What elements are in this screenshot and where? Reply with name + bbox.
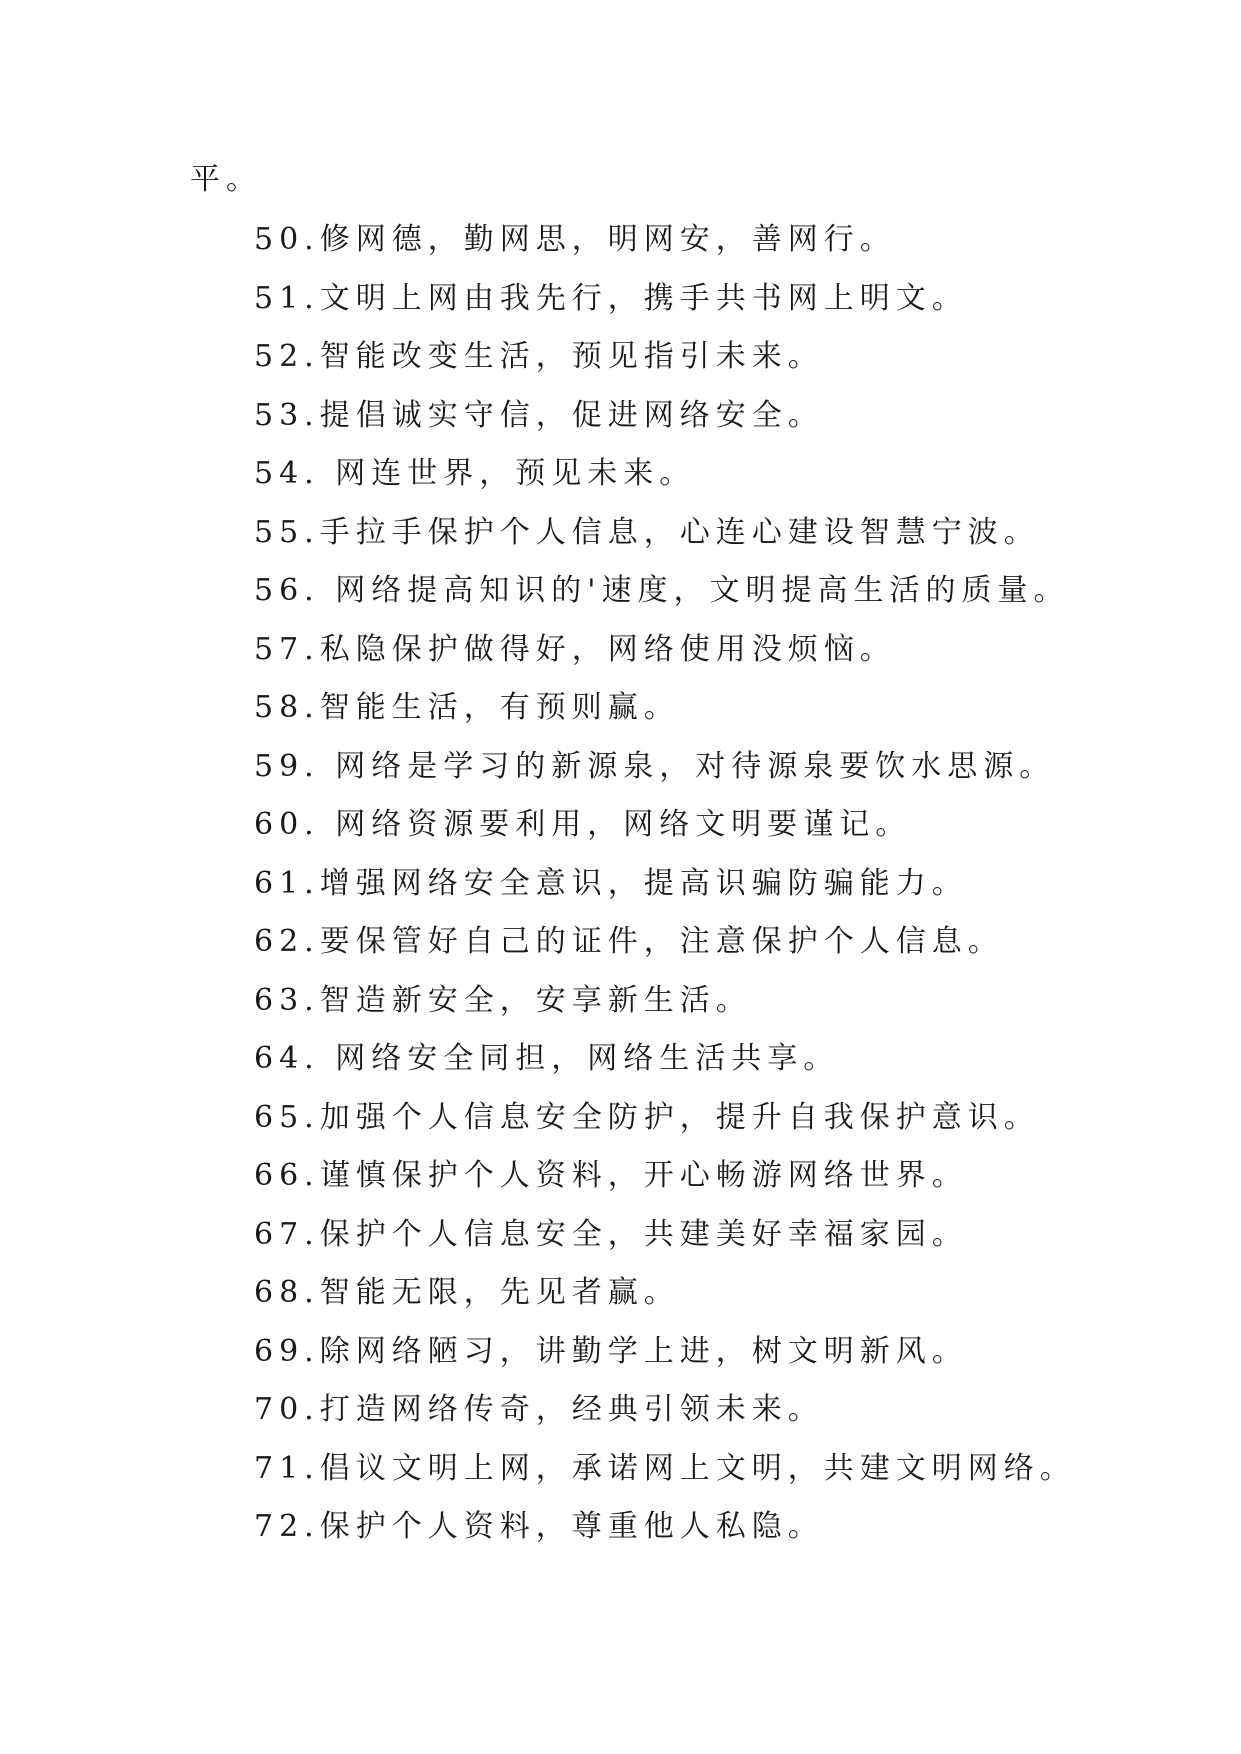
list-item-text: 63.智造新安全，安享新生活。	[254, 982, 752, 1018]
list-item-text: 66.谨慎保护个人资料，开心畅游网络世界。	[254, 1158, 968, 1193]
list-item-text: 55.手拉手保护个人信息，心连心建设智慧宁波。	[254, 514, 1040, 550]
list-item	[254, 1332, 1076, 1391]
list-item	[254, 571, 1076, 630]
list-item	[254, 1215, 1076, 1274]
list-item	[254, 1449, 1076, 1508]
list-item-text: 61.增强网络安全意识，提高识骗防骗能力。	[254, 865, 968, 901]
list-item-text: 53.提倡诚实守信，促进网络安全。	[254, 397, 824, 433]
list-item	[254, 922, 1076, 981]
list-item-text: 58.智能生活，有预则赢。	[254, 690, 680, 725]
list-item	[254, 337, 1076, 396]
list-item	[254, 630, 1076, 689]
list-item	[254, 688, 1076, 747]
list-item-text: 52.智能改变生活，预见指引未来。	[254, 339, 824, 374]
list-item	[254, 513, 1076, 572]
list-item-text: 60. 网络资源要利用，网络文明要谨记。	[254, 807, 912, 842]
list-item-text: 62.要保管好自己的证件，注意保护个人信息。	[254, 924, 1004, 959]
continuation-text: 平。	[190, 162, 262, 197]
list-item-text: 50.修网德，勤网思，明网安，善网行。	[254, 222, 896, 257]
list-item	[254, 1390, 1076, 1449]
list-item	[254, 1098, 1076, 1157]
list-item-text: 72.保护个人资料，尊重他人私隐。	[254, 1509, 824, 1544]
list-item-text: 56. 网络提高知识的'速度，文明提高生活的质量。	[254, 573, 1070, 608]
list-item-text: 67.保护个人信息安全，共建美好幸福家园。	[254, 1216, 968, 1252]
slogan-list	[254, 220, 1076, 1566]
list-item	[254, 279, 1076, 338]
list-item-text: 54. 网连世界，预见未来。	[254, 456, 696, 491]
list-item-text: 71.倡议文明上网，承诺网上文明，共建文明网络。	[254, 1450, 1076, 1486]
list-item-text: 69.除网络陋习，讲勤学上进，树文明新风。	[254, 1333, 968, 1369]
list-item	[254, 747, 1076, 806]
list-item-text: 64. 网络安全同担，网络生活共享。	[254, 1041, 840, 1076]
list-item	[254, 1156, 1076, 1215]
list-item-text: 65.加强个人信息安全防护，提升自我保护意识。	[254, 1099, 1040, 1135]
list-item	[254, 454, 1076, 513]
list-item	[254, 1039, 1076, 1098]
list-item-text: 57.私隐保护做得好，网络使用没烦恼。	[254, 631, 896, 667]
list-item	[254, 220, 1076, 279]
list-item	[254, 981, 1076, 1040]
list-item	[254, 805, 1076, 864]
list-item	[254, 396, 1076, 455]
list-item-text: 59. 网络是学习的新源泉，对待源泉要饮水思源。	[254, 748, 1056, 784]
list-item-text: 68.智能无限，先见者赢。	[254, 1275, 680, 1310]
list-item-text: 51.文明上网由我先行，携手共书网上明文。	[254, 280, 968, 316]
list-item	[254, 864, 1076, 923]
list-item	[254, 1507, 1076, 1566]
list-item	[254, 1273, 1076, 1332]
list-item-text: 70.打造网络传奇，经典引领未来。	[254, 1392, 824, 1427]
